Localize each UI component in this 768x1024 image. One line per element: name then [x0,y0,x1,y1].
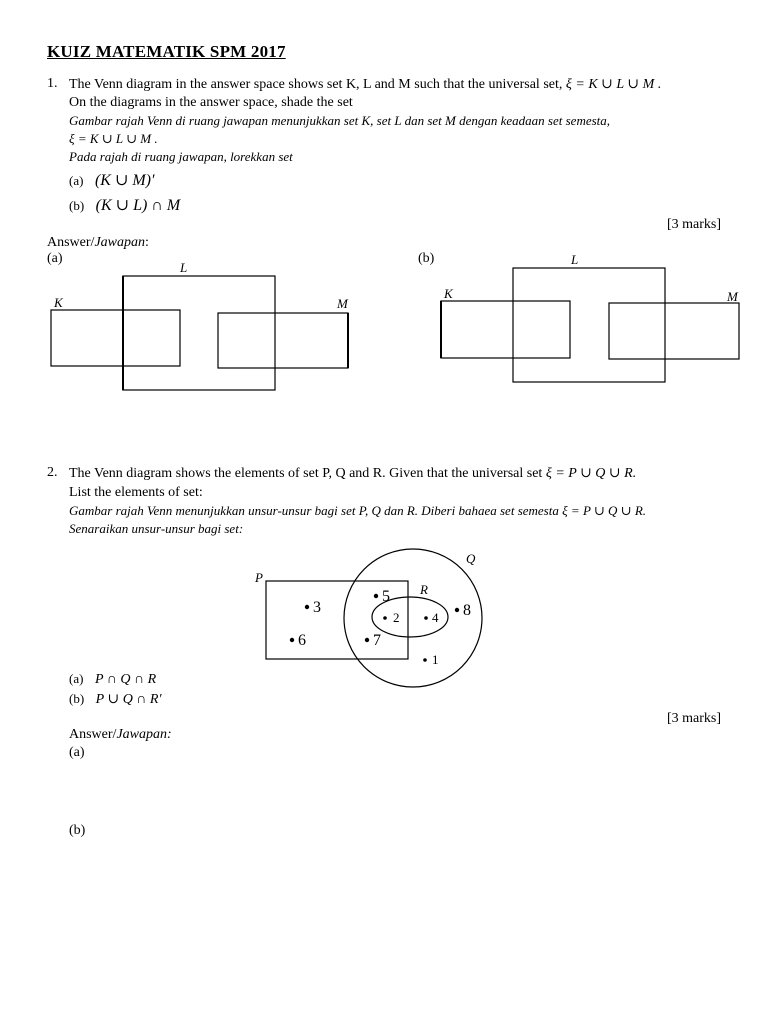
q1-number: 1. [47,76,58,91]
page-title: KUIZ MATEMATIK SPM 2017 [47,42,286,61]
q1b-label-K: K [444,286,453,301]
q2-dot-7 [365,638,369,642]
q1-marks: [3 marks] [667,217,722,232]
q1-diagram-b-label: (b) [418,251,435,266]
q2-set-Q-circle [344,549,482,687]
q1-part-b-expr: (K ∪ L) ∩ M [95,197,181,214]
q2-label-P: P [255,570,263,585]
q1-universal-set: ξ = K ∪ L ∪ M . [565,77,662,92]
q2-element-4: 4 [432,610,439,625]
q2-part-a-expr: P ∩ Q ∩ R [94,672,157,687]
q2-marks: [3 marks] [667,711,722,726]
q2-element-2: 2 [393,610,400,625]
q1b-label-M: M [727,289,738,304]
q2-part-b [69,691,162,708]
q1-part-b-label: (b) [69,198,85,213]
q1-answer-colon: : [145,235,149,250]
q2-answer-label [69,727,172,743]
q1-line1-text: The Venn diagram in the answer space shows set K, L and M such that the universal set, [69,77,563,92]
q2-dot-8 [455,608,459,612]
q2-element-3: 3 [313,599,321,616]
q2-answer-label-malay: Jawapan: [116,727,172,742]
q2-part-b-expr: P ∪ Q ∩ R′ [95,692,162,707]
q2-universal-set: ξ = P ∪ Q ∪ R. [545,466,637,481]
q1-malay1: Gambar rajah Venn di ruang jawapan menunjukkan set K, set L dan set M dengan keadaan set semesta, [69,113,611,128]
q1-malay2: Pada rajah di ruang jawapan, lorekkan set [69,149,293,164]
q1-part-a-expr: (K ∪ M)′ [94,172,155,189]
q2-malay2: Senaraikan unsur-unsur bagi set: [69,521,244,536]
q2-part-a-label: (a) [69,671,84,686]
q2-dot-2 [383,616,387,620]
q2-malay1-math: ξ = P ∪ Q ∪ R. [562,503,647,518]
q2-line2: List the elements of set: [69,485,203,500]
q1a-label-K: K [54,295,63,310]
q1-answer-label-malay: Jawapan [94,235,145,250]
q2-element-6: 6 [298,632,306,649]
q2-dot-3 [305,605,309,609]
q2-dot-5 [374,594,378,598]
q2-answer-a: (a) [69,745,85,760]
q2-answer-label-en: Answer/ [69,727,117,742]
q1b-label-L: L [571,252,579,267]
q2-dot-1 [423,658,427,662]
q2-dot-4 [424,616,428,620]
q2-element-1: 1 [432,652,439,667]
q2-element-8: 8 [463,602,471,619]
q2-line1-text: The Venn diagram shows the elements of set P, Q and R. Given that the universal set [69,466,543,481]
q2-element-5: 5 [382,588,390,605]
q1-malay1-math: ξ = K ∪ L ∪ M . [69,131,158,146]
q2-malay1-text: Gambar rajah Venn menunjukkan unsur-unsur bagi set P, Q dan R. Diberi bahaea set semesta [69,503,559,518]
q1a-label-L: L [180,260,188,275]
q1-part-a-label: (a) [69,173,84,188]
q2-label-R: R [420,582,428,597]
q2-label-Q: Q [466,551,476,566]
q1a-label-M: M [337,296,348,311]
q2-answer-b: (b) [69,823,86,838]
q1-diagram-a-label: (a) [47,251,63,266]
q2-dot-6 [290,638,294,642]
q1-line2: On the diagrams in the answer space, shade the set [69,95,353,110]
q1-answer-label-en: Answer/ [47,235,95,250]
q2-number: 2. [47,465,58,480]
q2-part-b-label: (b) [69,691,85,706]
q2-part-a [69,671,156,688]
q2-element-7: 7 [373,632,381,649]
